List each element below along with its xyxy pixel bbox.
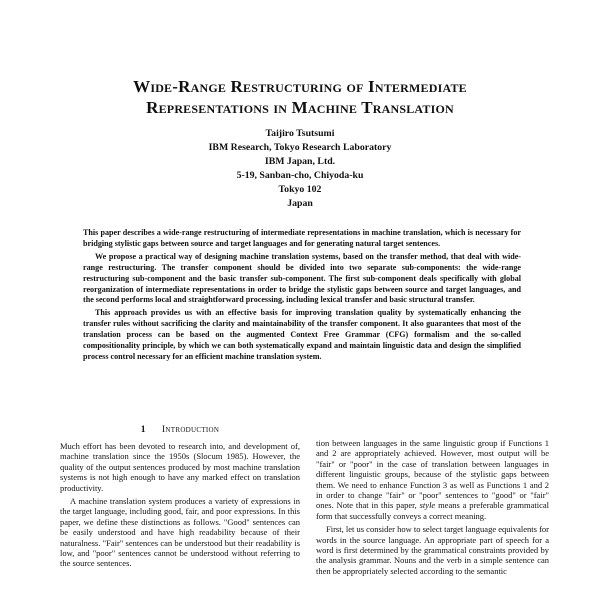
section-heading	[60, 424, 300, 435]
author-country: Japan	[287, 198, 313, 209]
author-affiliation-1: IBM Research, Tokyo Research Laboratory	[208, 142, 392, 153]
abstract-paragraph-3: This approach provides us with an effective basis for improving translation quality by systematically enhancing the transfer rules without sacrificing the clarity and maintainability of the transfer component. It also guarantees that most of the translation process can be based on the augmented Context Free Grammar (CFG) formalism and the so-called compositionality principle, by which we can both systematically expand and maintain linguistic data and design the simplified process control necessary for an efficient machine translation system.	[83, 308, 521, 361]
author-affiliation-2: IBM Japan, Ltd.	[264, 156, 336, 167]
abstract-paragraph-1: This paper describes a wide-range restructuring of intermediate representations in machine translation, which is necessary for bridging stylistic gaps between source and target languages and for generating natural target sentences.	[83, 228, 521, 248]
body-paragraph: A machine translation system produces a variety of expressions in the target language, including good, fair, and poor expressions. In this paper, we define these distinctions as follows. "Good" sentences can be easily understood and have high readability because of their naturalness. "Fair" sentences can be understood but their readability is low, and "poor" sentences cannot be understood without referring to the source sentences.	[60, 496, 300, 569]
title-line-1: Wide-Range Restructuring of Intermediate	[133, 77, 467, 96]
section-number: 1	[140, 424, 146, 435]
body-text: tion between languages in the same linguistic group if Functions 1 and 2 are appropriately achieved. However, most output will be "fair" or "poor" in the case of translation between languages in different linguistic groups, because of the stylistic gaps between them. We need to enhance Function 3 as well as Functions 1 and 2 in order to change "fair" or "poor" sentences to "good" or "fair" ones. Note that in this paper,	[316, 438, 549, 511]
body-text: means a preferable grammatical form that successfully conveys a correct meaning.	[316, 500, 550, 521]
body-paragraph	[316, 438, 549, 521]
author-name: Taijiro Tsutsumi	[265, 128, 335, 139]
title-line-2: Representations in Machine Translation	[146, 98, 454, 117]
body-paragraph: Much effort has been devoted to research into, and development of, machine translation since the 1950s (Slocum 1985). However, the quality of the output sentences produced by most machine translation systems is not high enough to have any marked effect on translation productivity.	[60, 441, 300, 493]
paper-title	[60, 76, 540, 118]
right-column	[316, 438, 549, 576]
abstract-paragraph-2: We propose a practical way of designing machine translation systems, based on the transfer method, that deal with wide-range restructuring. The transfer component should be divided into two separate sub-components: the wide-range restructuring sub-component and the basic transfer sub-component. The first sub-component deals specifically with global reorganization of intermediate representations in order to bridge the stylistic gaps between source and target languages, and the second performs local and straightforward processing, including lexical transfer and basic structural transfer.	[83, 251, 521, 305]
left-column	[60, 441, 300, 569]
section-title: Introduction	[161, 424, 220, 435]
emphasis-style: style	[419, 500, 436, 511]
author-address: 5-19, Sanban-cho, Chiyoda-ku	[236, 170, 364, 181]
author-city: Tokyo 102	[278, 184, 322, 195]
abstract	[83, 228, 521, 365]
body-paragraph: First, let us consider how to select target language equivalents for words in the source language. An appropriate part of speech for a word is first determined by the grammatical constraints provided by the analysis grammar. Nouns and the verb in a simple sentence can then be appropriately selected according to the semantic	[316, 524, 549, 576]
author-block	[100, 127, 500, 211]
